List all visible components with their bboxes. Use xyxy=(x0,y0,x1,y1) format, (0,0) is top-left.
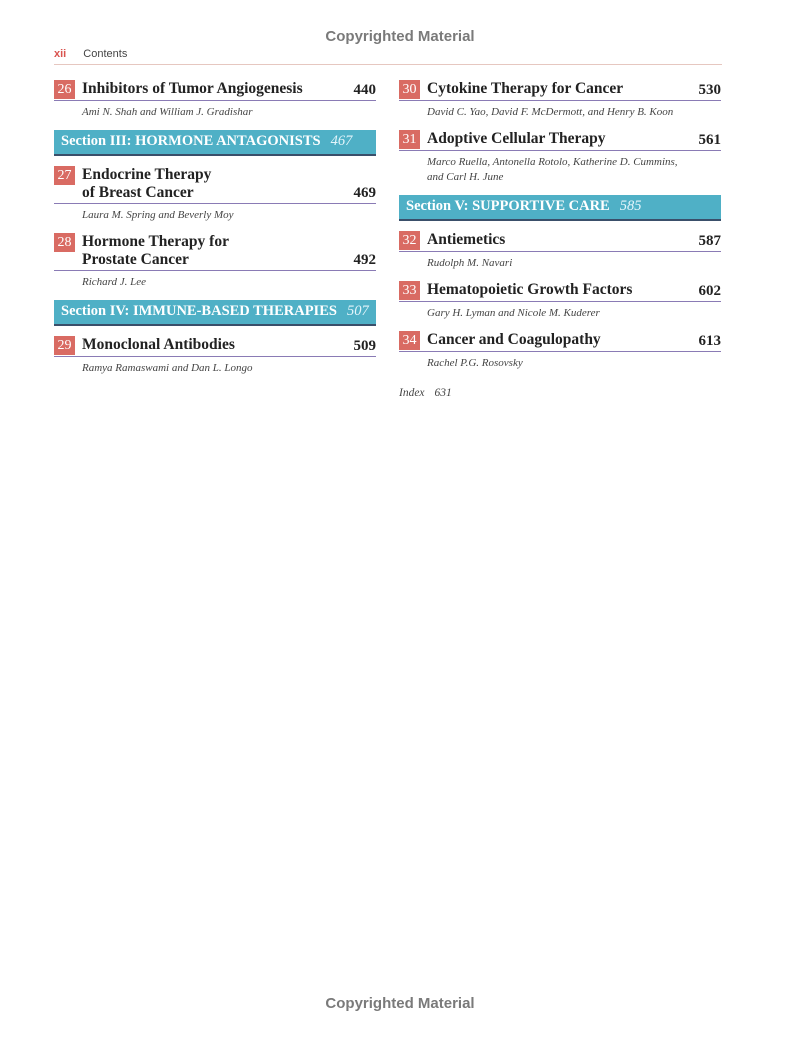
chapter-32[interactable] xyxy=(399,231,721,271)
chapter-page-number: 530 xyxy=(698,82,721,98)
chapter-title-line-2: Prostate Cancer xyxy=(82,251,189,268)
chapter-title: Inhibitors of Tumor Angiogenesis xyxy=(82,80,303,97)
chapter-number-badge: 33 xyxy=(399,281,420,300)
chapter-heading xyxy=(399,80,721,101)
chapter-page-number: 509 xyxy=(353,338,376,354)
chapter-page-number: 469 xyxy=(353,185,376,201)
chapter-authors: David C. Yao, David F. McDermott, and Henry B. Koon xyxy=(427,106,674,118)
chapter-heading xyxy=(54,80,376,101)
chapter-page-number: 602 xyxy=(698,283,721,299)
chapter-authors: Rudolph M. Navari xyxy=(427,257,513,269)
chapter-authors: Ami N. Shah and William J. Gradishar xyxy=(82,106,253,118)
chapter-heading xyxy=(54,166,376,204)
chapter-title xyxy=(82,233,354,269)
section-page-number: 467 xyxy=(330,133,353,149)
running-head xyxy=(54,48,722,65)
chapter-title: Adoptive Cellular Therapy xyxy=(427,130,606,147)
toc-right-column xyxy=(399,80,721,399)
chapter-page-number: 561 xyxy=(698,132,721,148)
chapter-authors: Richard J. Lee xyxy=(82,276,147,288)
chapter-title: Hematopoietic Growth Factors xyxy=(427,281,633,298)
chapter-authors xyxy=(399,155,721,185)
chapter-number-badge: 29 xyxy=(54,336,75,355)
chapter-title-line-1: Hormone Therapy for xyxy=(82,233,229,250)
chapter-heading xyxy=(399,281,721,302)
chapter-page-number: 587 xyxy=(698,233,721,249)
chapter-30[interactable] xyxy=(399,80,721,120)
index-label: Index xyxy=(399,387,425,399)
chapter-number-badge: 26 xyxy=(54,80,75,99)
section-heading-4[interactable] xyxy=(54,300,376,326)
chapter-34[interactable] xyxy=(399,331,721,371)
running-head-label: Contents xyxy=(83,48,128,60)
index-entry[interactable] xyxy=(399,387,721,399)
chapter-authors: Gary H. Lyman and Nicole M. Kuderer xyxy=(427,307,600,319)
chapter-heading xyxy=(399,130,721,151)
section-title: Section V: SUPPORTIVE CARE xyxy=(406,198,610,214)
chapter-number-badge: 34 xyxy=(399,331,420,350)
chapter-title: Antiemetics xyxy=(427,231,506,248)
index-page-number: 631 xyxy=(434,387,452,399)
chapter-heading xyxy=(54,336,376,357)
chapter-page-number: 613 xyxy=(698,333,721,349)
chapter-heading xyxy=(399,231,721,252)
copyright-watermark-bottom: Copyrighted Material xyxy=(325,995,475,1012)
section-title: Section IV: IMMUNE-BASED THERAPIES xyxy=(61,303,337,319)
chapter-page-number: 492 xyxy=(353,252,376,268)
chapter-title-line-1: Endocrine Therapy xyxy=(82,166,212,183)
chapter-heading xyxy=(399,331,721,352)
section-heading-5[interactable] xyxy=(399,195,721,221)
chapter-title xyxy=(82,166,354,202)
chapter-number-badge: 32 xyxy=(399,231,420,250)
chapter-title: Cytokine Therapy for Cancer xyxy=(427,80,624,97)
chapter-page-number: 440 xyxy=(353,82,376,98)
chapter-33[interactable] xyxy=(399,281,721,321)
chapter-title: Cancer and Coagulopathy xyxy=(427,331,601,348)
section-title: Section III: HORMONE ANTAGONISTS xyxy=(61,133,321,149)
page-folio: xii xyxy=(54,48,67,60)
toc-left-column xyxy=(54,80,376,386)
chapter-28[interactable] xyxy=(54,233,376,290)
chapter-number-badge: 31 xyxy=(399,130,420,149)
chapter-number-badge: 27 xyxy=(54,166,75,185)
chapter-27[interactable] xyxy=(54,166,376,223)
chapter-number-badge: 30 xyxy=(399,80,420,99)
chapter-title-line-2: of Breast Cancer xyxy=(82,184,194,201)
chapter-31[interactable] xyxy=(399,130,721,185)
section-page-number: 585 xyxy=(619,198,642,214)
copyright-watermark-top: Copyrighted Material xyxy=(325,28,475,45)
chapter-29[interactable] xyxy=(54,336,376,376)
chapter-title: Monoclonal Antibodies xyxy=(82,336,235,353)
section-heading-3[interactable] xyxy=(54,130,376,156)
chapter-26[interactable] xyxy=(54,80,376,120)
chapter-authors: Ramya Ramaswami and Dan L. Longo xyxy=(82,362,253,374)
chapter-authors-line-1: Marco Ruella, Antonella Rotolo, Katherine D. Cummins, xyxy=(427,156,678,168)
chapter-heading xyxy=(54,233,376,271)
chapter-authors: Rachel P.G. Rosovsky xyxy=(427,357,523,369)
chapter-authors-line-2: and Carl H. June xyxy=(427,171,504,183)
chapter-authors: Laura M. Spring and Beverly Moy xyxy=(82,209,234,221)
chapter-number-badge: 28 xyxy=(54,233,75,252)
section-page-number: 507 xyxy=(346,303,369,319)
